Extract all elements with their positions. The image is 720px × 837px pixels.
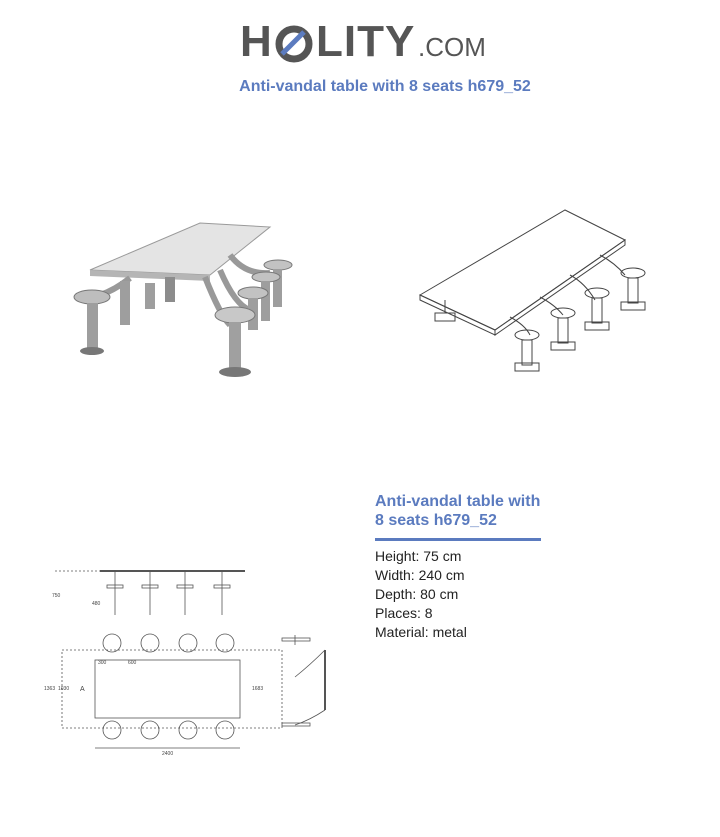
spec-height: Height: 75 cm [375,548,462,564]
table-photo-image [70,215,300,385]
logo-letter-h: H [240,17,273,66]
spec-title: Anti-vandal table with 8 seats h679_52 [375,493,541,529]
plan-label-depth: 1030 [58,686,70,692]
spec-list [375,547,545,642]
logo-o-ring-icon [274,24,314,64]
plan-marker-a: A [80,686,85,693]
plan-label-spacing-600: 600 [128,660,137,666]
spec-places: Places: 8 [375,605,433,621]
plan-label-overall-depth: 1363 [44,686,56,692]
plan-label-right-depth: 1683 [252,686,264,692]
plan-label-seat-height: 480 [92,601,101,607]
logo-tld: .COM [418,32,486,62]
brand-logo[interactable] [240,18,500,70]
logo-letters-lity: LITY [316,17,416,66]
table-line-drawing-image [415,205,665,380]
spec-divider [375,538,541,541]
spec-depth: Depth: 80 cm [375,586,459,602]
page-title: Anti-vandal table with 8 seats h679_52 [239,78,531,95]
plan-label-height: 750 [52,593,61,599]
plan-label-width: 2400 [162,751,174,757]
plan-label-spacing-300: 300 [98,660,107,666]
table-plan-drawing-image [40,565,330,760]
spec-width: Width: 240 cm [375,567,465,583]
spec-panel [375,492,545,642]
spec-material: Material: metal [375,624,467,640]
